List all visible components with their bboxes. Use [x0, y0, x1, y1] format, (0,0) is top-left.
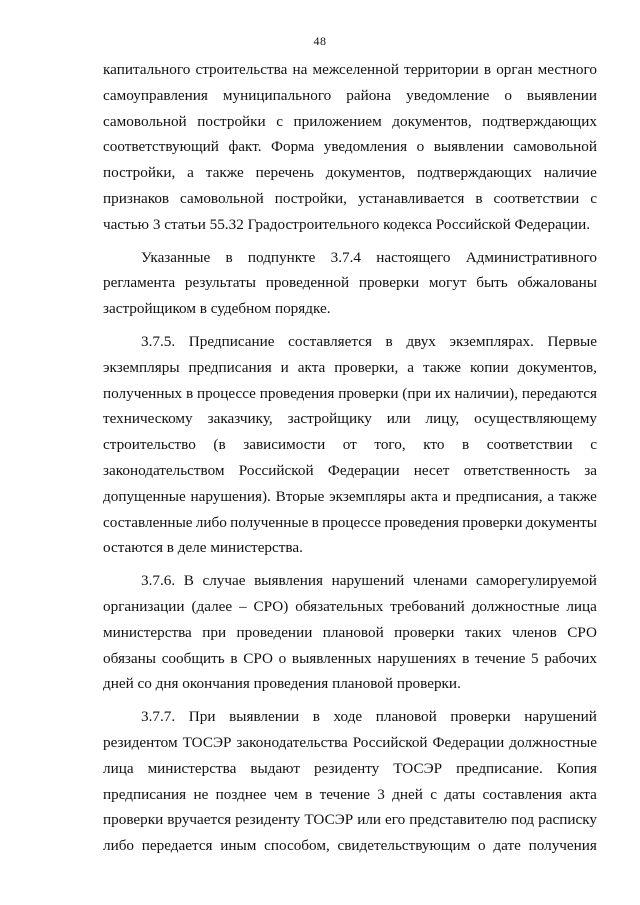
paragraph [103, 245, 597, 322]
text-line: дней со дня окончания проведения плановой проверки. [103, 675, 461, 693]
text-line: соответствующий факт. Форма уведомления о выявлении самовольной [103, 138, 597, 156]
text-line: составленные либо полученные в процессе проведения проверки документы [103, 513, 597, 531]
page-number: 48 [313, 34, 327, 48]
text-line: техническому заказчику, застройщику или лицу, осуществляющему [103, 410, 597, 428]
paragraph [103, 568, 597, 697]
text-line: Указанные в подпункте 3.7.4 настоящего Административного [141, 248, 597, 266]
text-line: признаков самовольной постройки, устанавливается в соответствии с [103, 189, 597, 207]
text-line: организации (далее – СРО) обязательных требований должностные лица [103, 597, 597, 615]
text-line: застройщиком в судебном порядке. [103, 300, 331, 318]
text-line: строительство (в зависимости от того, кто в соответствии с [103, 436, 597, 454]
text-line: резидентом ТОСЭР законодательства Российской Федерации должностные [103, 733, 597, 751]
text-line: частью 3 статьи 55.32 Градостроительного кодекса Российской Федерации. [103, 215, 591, 233]
text-line: 3.7.5. Предписание составляется в двух экземплярах. Первые [141, 332, 597, 350]
text-line: самовольной постройки с приложением документов, подтверждающих [103, 112, 597, 130]
text-line: либо передается иным способом, свидетельствующим о дате получения [103, 837, 597, 855]
text-line: остаются в деле министерства. [103, 539, 303, 557]
text-line: законодательством Российской Федерации несет ответственность за [103, 461, 597, 479]
paragraph [103, 329, 597, 561]
text-line: предписания не позднее чем в течение 3 дней с даты составления акта [103, 785, 597, 803]
text-line: министерства при проведении плановой проверки таких членов СРО [103, 623, 597, 641]
paragraph [103, 704, 597, 859]
text-line: проверки вручается резиденту ТОСЭР или его представителю под расписку [103, 811, 597, 829]
text-line: допущенные нарушения). Вторые экземпляры акта и предписания, а также [103, 487, 597, 505]
text-line: регламента результаты проведенной проверки могут быть обжалованы [103, 274, 597, 292]
text-line: экземпляры предписания и акта проверки, а также копии документов, [103, 358, 597, 376]
document-body [103, 57, 597, 859]
text-line: обязаны сообщить в СРО о выявленных нарушениях в течение 5 рабочих [103, 649, 597, 667]
text-line: 3.7.7. При выявлении в ходе плановой проверки нарушений [141, 708, 597, 726]
text-line: лица министерства выдают резиденту ТОСЭР предписание. Копия [103, 759, 597, 777]
text-line: полученных в процессе проведения проверки (при их наличии), передаются [103, 384, 597, 402]
paragraph [103, 57, 597, 238]
text-line: капитального строительства на межселенной территории в орган местного [103, 61, 597, 78]
text-line: постройки, а также перечень документов, подтверждающих наличие [103, 164, 597, 182]
text-line: 3.7.6. В случае выявления нарушений членами саморегулируемой [141, 572, 597, 590]
text-line: самоуправления муниципального района уведомление о выявлении [103, 86, 597, 104]
